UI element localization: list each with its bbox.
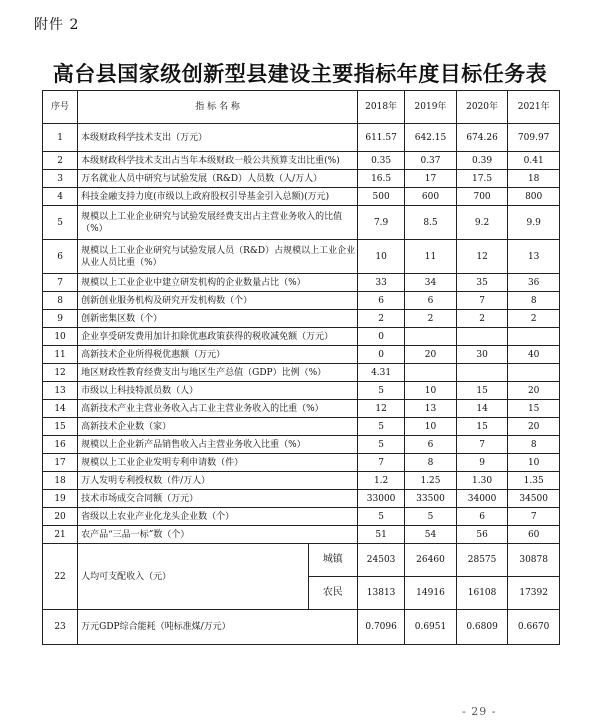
target-value: 9 bbox=[456, 454, 508, 472]
header-row bbox=[43, 91, 560, 124]
row-number: 5 bbox=[43, 206, 78, 240]
target-value: 4.31 bbox=[358, 364, 405, 382]
target-value: 51 bbox=[358, 526, 405, 544]
target-value: 6 bbox=[358, 292, 405, 310]
table-row bbox=[43, 454, 560, 472]
table-row bbox=[43, 508, 560, 526]
table-row bbox=[43, 436, 560, 454]
target-value: 17392 bbox=[508, 577, 560, 610]
row-number: 12 bbox=[43, 364, 78, 382]
target-value: 18 bbox=[508, 170, 560, 188]
target-value: 8 bbox=[508, 292, 560, 310]
row-number: 10 bbox=[43, 328, 78, 346]
target-value: 2 bbox=[456, 310, 508, 328]
target-value: 6 bbox=[456, 508, 508, 526]
indicator-name: 规模以上工业企业中建立研发机构的企业数量占比（%） bbox=[78, 274, 358, 292]
target-value: 5 bbox=[358, 418, 405, 436]
target-value: 0.7096 bbox=[358, 610, 405, 645]
target-value: 7 bbox=[456, 292, 508, 310]
target-value: 0.6670 bbox=[508, 610, 560, 645]
table-row bbox=[43, 400, 560, 418]
indicator-name: 高新技术产业主营业务收入占工业主营业务收入的比重（%） bbox=[78, 400, 358, 418]
target-value: 30 bbox=[456, 346, 508, 364]
target-value: 33500 bbox=[405, 490, 457, 508]
target-value: 34 bbox=[405, 274, 457, 292]
target-value: 1.2 bbox=[358, 472, 405, 490]
page-number: - 29 - bbox=[462, 705, 497, 718]
table-row bbox=[43, 328, 560, 346]
target-value: 12 bbox=[358, 400, 405, 418]
target-value bbox=[456, 328, 508, 346]
target-value: 17 bbox=[405, 170, 457, 188]
target-value: 16108 bbox=[456, 577, 508, 610]
header-indicator: 指 标 名 称 bbox=[78, 91, 358, 124]
table-row bbox=[43, 310, 560, 328]
indicator-name: 人均可支配收入（元） bbox=[78, 544, 309, 610]
header-seq: 序号 bbox=[43, 91, 78, 124]
target-value: 0.39 bbox=[456, 152, 508, 170]
target-value: 20 bbox=[508, 418, 560, 436]
target-value: 1.30 bbox=[456, 472, 508, 490]
sub-indicator-urban: 城镇 bbox=[308, 544, 357, 577]
target-value: 14916 bbox=[405, 577, 457, 610]
header-year: 2019年 bbox=[405, 91, 457, 124]
target-value: 0 bbox=[358, 328, 405, 346]
target-value: 674.26 bbox=[456, 124, 508, 152]
table-row bbox=[43, 206, 560, 240]
target-value: 5 bbox=[405, 508, 457, 526]
target-value bbox=[508, 328, 560, 346]
target-value: 13 bbox=[508, 240, 560, 274]
target-value: 34000 bbox=[456, 490, 508, 508]
indicator-name: 农产品“三品一标”数（个） bbox=[78, 526, 358, 544]
table-row bbox=[43, 124, 560, 152]
row-number: 16 bbox=[43, 436, 78, 454]
target-value: 15 bbox=[508, 400, 560, 418]
row-number: 7 bbox=[43, 274, 78, 292]
target-value: 56 bbox=[456, 526, 508, 544]
target-value: 28575 bbox=[456, 544, 508, 577]
target-value: 8 bbox=[508, 436, 560, 454]
table-row bbox=[43, 240, 560, 274]
target-value: 709.97 bbox=[508, 124, 560, 152]
target-value: 2 bbox=[358, 310, 405, 328]
target-value: 0.6809 bbox=[456, 610, 508, 645]
table-row bbox=[43, 490, 560, 508]
target-value: 0.41 bbox=[508, 152, 560, 170]
table-row bbox=[43, 418, 560, 436]
row-number: 8 bbox=[43, 292, 78, 310]
indicator-name: 规模以上工业企业发明专利申请数（件） bbox=[78, 454, 358, 472]
indicator-name: 市级以上科技特派员数（人） bbox=[78, 382, 358, 400]
target-value: 5 bbox=[358, 508, 405, 526]
target-value: 642.15 bbox=[405, 124, 457, 152]
header-year: 2020年 bbox=[456, 91, 508, 124]
table-row bbox=[43, 526, 560, 544]
row-number: 2 bbox=[43, 152, 78, 170]
target-value: 33 bbox=[358, 274, 405, 292]
indicator-name: 省级以上农业产业化龙头企业数（个） bbox=[78, 508, 358, 526]
target-value: 13 bbox=[405, 400, 457, 418]
row-number: 19 bbox=[43, 490, 78, 508]
row-number: 18 bbox=[43, 472, 78, 490]
indicator-name: 企业享受研发费用加计扣除优惠政策获得的税收减免额（万元） bbox=[78, 328, 358, 346]
row-number: 9 bbox=[43, 310, 78, 328]
indicator-name: 高新技术企业数（家） bbox=[78, 418, 358, 436]
table-row bbox=[43, 346, 560, 364]
target-value: 10 bbox=[405, 418, 457, 436]
indicator-name: 创新密集区数（个） bbox=[78, 310, 358, 328]
row-number: 4 bbox=[43, 188, 78, 206]
target-value: 20 bbox=[405, 346, 457, 364]
row-number: 22 bbox=[43, 544, 78, 610]
row-number: 20 bbox=[43, 508, 78, 526]
indicator-name: 科技金融支持力度(市级以上政府股权引导基金引入总额)(万元) bbox=[78, 188, 358, 206]
table-row bbox=[43, 610, 560, 645]
row-number: 17 bbox=[43, 454, 78, 472]
row-number: 23 bbox=[43, 610, 78, 645]
target-value bbox=[456, 364, 508, 382]
target-value: 9.2 bbox=[456, 206, 508, 240]
target-value: 0 bbox=[358, 346, 405, 364]
target-value: 7 bbox=[456, 436, 508, 454]
table-row bbox=[43, 274, 560, 292]
table-row bbox=[43, 544, 560, 577]
target-value: 10 bbox=[508, 454, 560, 472]
row-number: 1 bbox=[43, 124, 78, 152]
target-value: 26460 bbox=[405, 544, 457, 577]
target-value: 700 bbox=[456, 188, 508, 206]
target-value: 54 bbox=[405, 526, 457, 544]
row-number: 3 bbox=[43, 170, 78, 188]
target-value: 10 bbox=[405, 382, 457, 400]
target-value: 14 bbox=[456, 400, 508, 418]
target-value: 24503 bbox=[358, 544, 405, 577]
document-title: 高台县国家级创新型县建设主要指标年度目标任务表 bbox=[52, 61, 548, 86]
table-row bbox=[43, 170, 560, 188]
target-value: 15 bbox=[456, 418, 508, 436]
target-value: 2 bbox=[508, 310, 560, 328]
row-number: 6 bbox=[43, 240, 78, 274]
target-value: 0.35 bbox=[358, 152, 405, 170]
target-value: 5 bbox=[358, 436, 405, 454]
target-value: 2 bbox=[405, 310, 457, 328]
target-value: 30878 bbox=[508, 544, 560, 577]
row-number: 13 bbox=[43, 382, 78, 400]
target-value: 0.6951 bbox=[405, 610, 457, 645]
target-value: 9.9 bbox=[508, 206, 560, 240]
target-value: 20 bbox=[508, 382, 560, 400]
table-row bbox=[43, 472, 560, 490]
target-value: 36 bbox=[508, 274, 560, 292]
indicator-name: 创新创业服务机构及研究开发机构数（个） bbox=[78, 292, 358, 310]
table-row bbox=[43, 152, 560, 170]
indicator-name: 技术市场成交合同额（万元） bbox=[78, 490, 358, 508]
row-number: 11 bbox=[43, 346, 78, 364]
target-value: 1.35 bbox=[508, 472, 560, 490]
row-number: 21 bbox=[43, 526, 78, 544]
target-table bbox=[42, 90, 560, 645]
indicator-name: 规模以上工业企业研究与试验发展经费支出占主营业务收入的比值（%） bbox=[78, 206, 358, 240]
indicator-name: 万元GDP综合能耗（吨标准煤/万元） bbox=[78, 610, 358, 645]
header-year: 2018年 bbox=[358, 91, 405, 124]
target-value: 7.9 bbox=[358, 206, 405, 240]
header-year: 2021年 bbox=[508, 91, 560, 124]
target-value: 34500 bbox=[508, 490, 560, 508]
target-value bbox=[405, 364, 457, 382]
target-value: 1.25 bbox=[405, 472, 457, 490]
target-value: 6 bbox=[405, 292, 457, 310]
indicator-name: 地区财政性教育经费支出与地区生产总值（GDP）比例（%） bbox=[78, 364, 358, 382]
indicator-name: 本级财政科学技术支出占当年本级财政一般公共预算支出比重(%) bbox=[78, 152, 358, 170]
target-value bbox=[405, 328, 457, 346]
indicator-name: 本级财政科学技术支出（万元） bbox=[78, 124, 358, 152]
target-value: 12 bbox=[456, 240, 508, 274]
table-row bbox=[43, 382, 560, 400]
indicator-name: 规模以上工业企业研究与试验发展人员（R&D）占规模以上工业企业从业人员比重（%） bbox=[78, 240, 358, 274]
target-value: 7 bbox=[508, 508, 560, 526]
target-value: 40 bbox=[508, 346, 560, 364]
target-value: 7 bbox=[358, 454, 405, 472]
target-value: 11 bbox=[405, 240, 457, 274]
target-value: 611.57 bbox=[358, 124, 405, 152]
sub-indicator-rural: 农民 bbox=[308, 577, 357, 610]
row-number: 15 bbox=[43, 418, 78, 436]
target-value: 6 bbox=[405, 436, 457, 454]
indicator-name: 万名就业人员中研究与试验发展（R&D）人员数（人/万人） bbox=[78, 170, 358, 188]
table-row bbox=[43, 292, 560, 310]
target-value: 600 bbox=[405, 188, 457, 206]
target-value: 15 bbox=[456, 382, 508, 400]
target-value: 35 bbox=[456, 274, 508, 292]
target-value: 33000 bbox=[358, 490, 405, 508]
target-value: 800 bbox=[508, 188, 560, 206]
target-value bbox=[508, 364, 560, 382]
target-value: 60 bbox=[508, 526, 560, 544]
target-value: 10 bbox=[358, 240, 405, 274]
row-number: 14 bbox=[43, 400, 78, 418]
indicator-name: 万人发明专利授权数（件/万人） bbox=[78, 472, 358, 490]
indicator-name: 高新技术企业所得税优惠额（万元） bbox=[78, 346, 358, 364]
target-value: 13813 bbox=[358, 577, 405, 610]
target-value: 5 bbox=[358, 382, 405, 400]
target-value: 8 bbox=[405, 454, 457, 472]
attachment-label: 附件 2 bbox=[34, 17, 80, 33]
target-value: 8.5 bbox=[405, 206, 457, 240]
target-value: 17.5 bbox=[456, 170, 508, 188]
table-row bbox=[43, 364, 560, 382]
indicator-name: 规模以上企业新产品销售收入占主营业务收入比重（%） bbox=[78, 436, 358, 454]
target-value: 0.37 bbox=[405, 152, 457, 170]
target-value: 500 bbox=[358, 188, 405, 206]
target-value: 16.5 bbox=[358, 170, 405, 188]
table-row bbox=[43, 188, 560, 206]
